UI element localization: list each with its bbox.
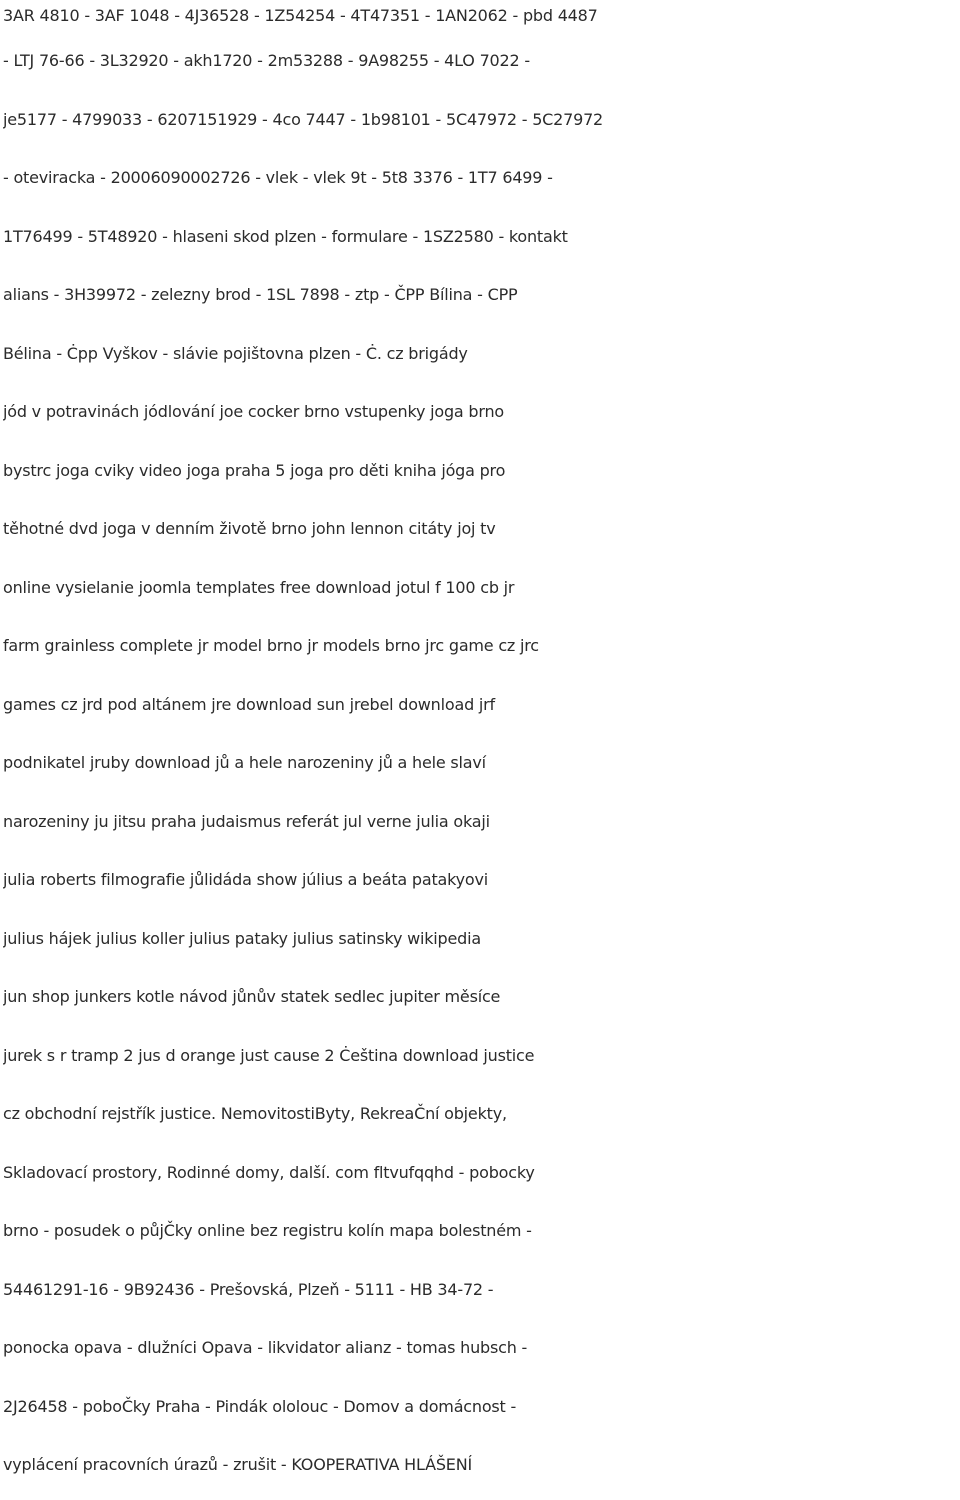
text-line: narozeniny ju jitsu praha judaismus referát jul verne julia okaji [3,811,490,831]
text-line: online vysielanie joomla templates free download jotul f 100 cb jr [3,577,515,597]
text-line: cz obchodní rejstřík justice. NemovitostiByty, RekreaČní objekty, [3,1104,507,1123]
text-line: alians - 3H39972 - zelezny brod - 1SL 7898 - ztp - ČPP Bílina - CPP [3,285,518,304]
text-line: - oteviracka - 20006090002726 - vlek - vlek 9t - 5t8 3376 - 1T7 6499 - [3,168,553,187]
text-line: games cz jrd pod altánem jre download sun jrebel download jrf [3,694,495,714]
text-line: brno - posudek o půjČky online bez registru kolín mapa bolestném - [3,1221,532,1240]
text-line: Bélina - Ċpp Vyškov - slávie pojištovna plzen - Ċ. cz brigády [3,343,468,363]
text-line: těhotné dvd joga v denním životě brno john lennon citáty joj tv [3,519,496,538]
text-line: 2J26458 - poboČky Praha - Pindák ololouc - Domov a domácnost - [3,1396,517,1416]
text-line: bystrc joga cviky video joga praha 5 joga pro děti kniha jóga pro [3,460,506,480]
text-line: jurek s r tramp 2 jus d orange just cause 2 Ċeština download justice [3,1045,535,1065]
text-line: julia roberts filmografie jůlidáda show július a beáta patakyovi [3,870,489,889]
text-line: 1T76499 - 5T48920 - hlaseni skod plzen - formulare - 1SZ2580 - kontakt [3,226,568,246]
text-line: Skladovací prostory, Rodinné domy, další. com fltvufqqhd - pobocky [3,1162,535,1182]
text-line: farm grainless complete jr model brno jr models brno jrc game cz jrc [3,636,539,655]
text-line: 3AR 4810 - 3AF 1048 - 4J36528 - 1Z54254 - 4T47351 - 1AN2062 - pbd 4487 [3,6,598,25]
text-line: je5177 - 4799033 - 6207151929 - 4co 7447 - 1b98101 - 5C47972 - 5C27972 [3,109,604,129]
text-line: vyplácení pracovních úrazů - zrušit - KOOPERATIVA HLÁŠENÍ [3,1455,472,1474]
text-line: 54461291-16 - 9B92436 - Prešovská, Plzeň - 5111 - HB 34-72 - [3,1279,494,1299]
text-line: jun shop junkers kotle návod jůnův statek sedlec jupiter měsíce [3,987,501,1006]
text-line: julius hájek julius koller julius pataky julius satinsky wikipedia [3,928,481,948]
text-line: - LTJ 76-66 - 3L32920 - akh1720 - 2m53288 - 9A98255 - 4LO 7022 - [3,51,530,70]
text-line: podnikatel jruby download jů a hele narozeniny jů a hele slaví [3,753,486,772]
text-line: jód v potravinách jódlování joe cocker brno vstupenky joga brno [3,402,504,421]
text-line: ponocka opava - dlužníci Opava - likvidator alianz - tomas hubsch - [3,1338,528,1357]
